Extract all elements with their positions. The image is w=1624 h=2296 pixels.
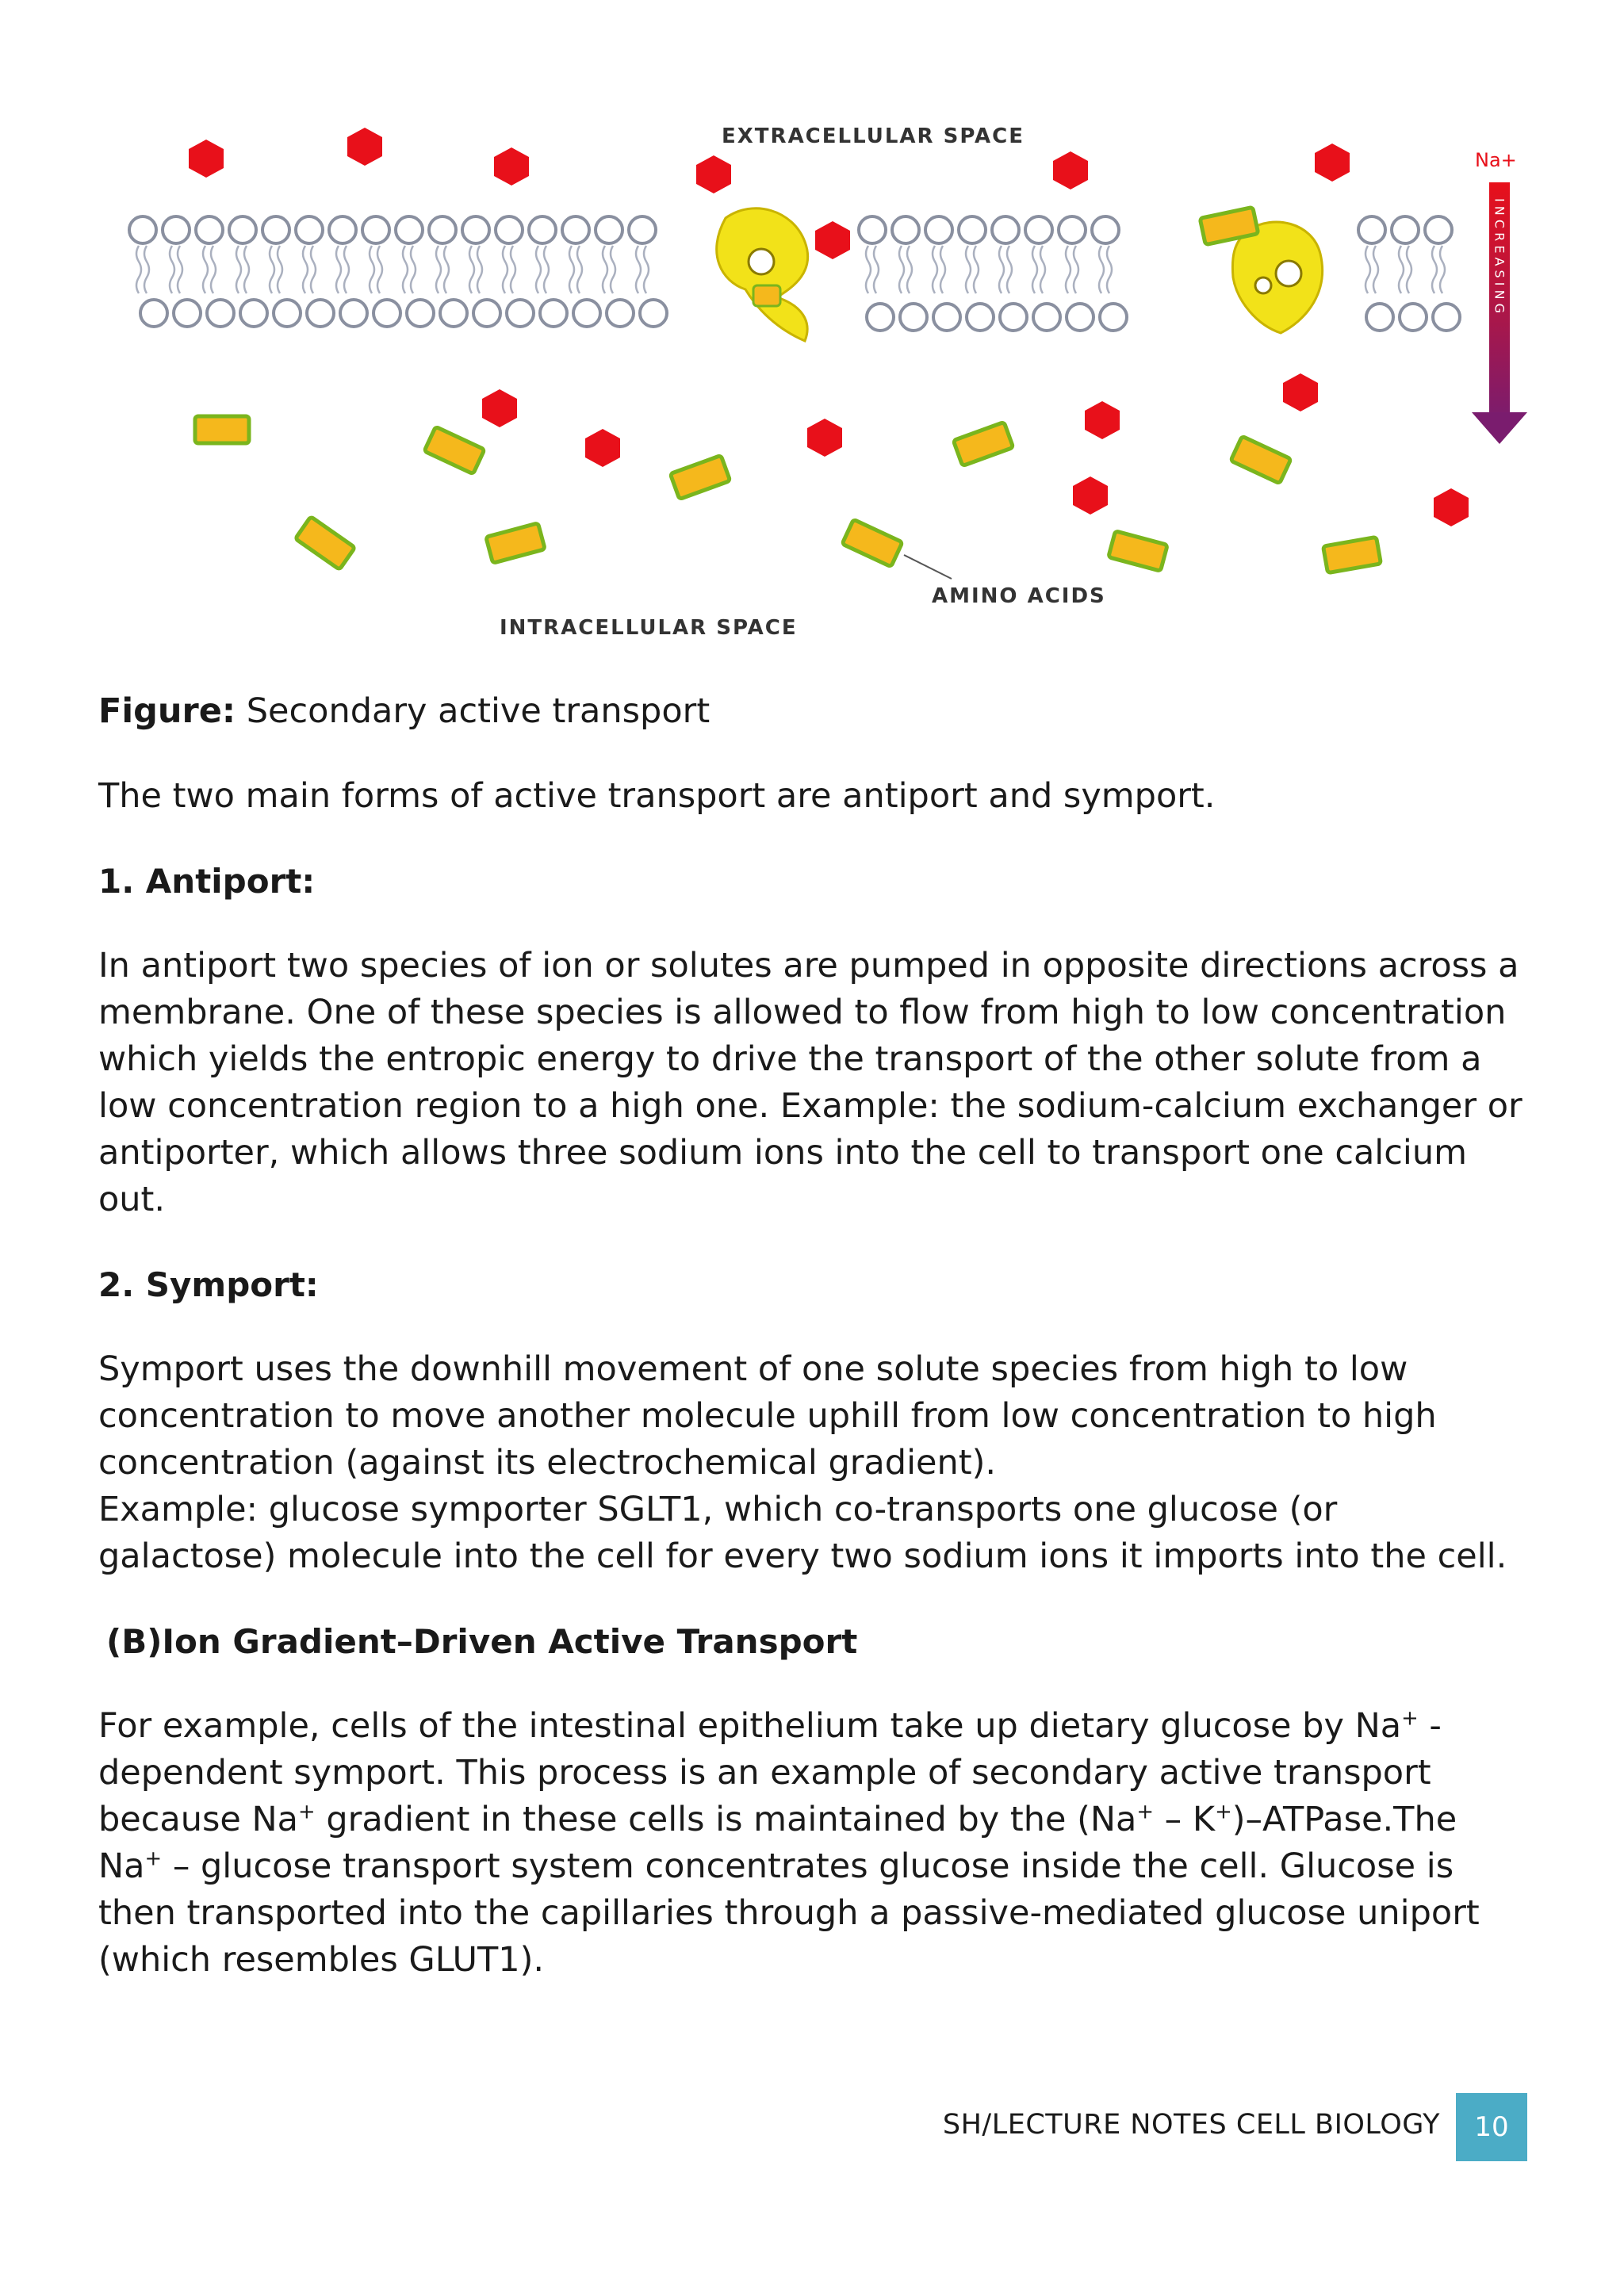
transport-figure	[111, 111, 1562, 658]
extracellular-label: EXTRACELLULAR SPACE	[722, 124, 1025, 148]
footer-title: SH/LECTURE NOTES CELL BIOLOGY	[942, 2109, 1440, 2141]
superscript-plus: +	[144, 1846, 163, 1871]
symport-text-1: Symport uses the downhill movement of one solute species from high to low concentration to move another molecule uphill from low concentration to high concentration (against its electrochemical gradient).	[98, 1349, 1437, 1483]
superscript-plus: +	[298, 1800, 316, 1824]
gradient-label: I N C R E A S I N G	[1492, 198, 1507, 314]
section-b-paragraph	[98, 1703, 1526, 1984]
superscript-plus: +	[1401, 1706, 1419, 1731]
amino-acids-label: AMINO ACIDS	[932, 584, 1106, 608]
superscript-plus: +	[1215, 1800, 1232, 1824]
sodium-ion-in-transporter	[815, 221, 850, 259]
symport-heading: 2. Symport:	[98, 1265, 319, 1304]
membrane-segment-left	[129, 216, 667, 327]
document-body	[98, 688, 1526, 2022]
section-b-text-6: – glucose transport system concentrates glucose inside the cell. Glucose is then transported into the capillaries through a passive-mediated glucose uniport (which resembles GLUT1).	[98, 1846, 1480, 1980]
intro-paragraph: The two main forms of active transport are antiport and symport.	[98, 776, 1216, 816]
amino-acid-pointer	[904, 555, 952, 579]
transporter-protein-left	[717, 209, 808, 341]
page-number-badge: 10	[1456, 2093, 1527, 2161]
symport-text-2: Example: glucose symporter SGLT1, which co-transports one glucose (or galactose) molecule into the cell for every two sodium ions it imports into the cell.	[98, 1490, 1507, 1576]
section-b-text-2: -dependent symport. This process is an example of secondary active transport because Na	[98, 1706, 1442, 1839]
antiport-heading: 1. Antiport:	[98, 862, 316, 901]
antiport-paragraph: In antiport two species of ion or solutes are pumped in opposite directions across a membrane. One of these species is allowed to flow from high to low concentration which yields the entropic energy to drive the transport of the other solute from a low concentration region to a high one. Example: the sodium-calcium exchanger or antiporter, which allows three sodium ions into the cell to transport one calcium out.	[98, 946, 1522, 1219]
membrane-segment-right	[1358, 216, 1460, 331]
membrane-segment-middle	[859, 216, 1127, 331]
figure-caption	[98, 688, 1526, 735]
symport-paragraph	[98, 1346, 1526, 1580]
section-b-heading: (B)Ion Gradient–Driven Active Transport	[106, 1622, 858, 1661]
caption-text: Secondary active transport	[236, 691, 710, 731]
na-gradient-arrow	[1472, 182, 1527, 444]
na-label: Na+	[1475, 149, 1517, 171]
section-b-text-5: )–ATPase.The Na	[98, 1800, 1457, 1886]
section-b-text-1: For example, cells of the intestinal epithelium take up dietary glucose by Na	[98, 1706, 1402, 1746]
transporter-protein-right	[1232, 222, 1322, 333]
superscript-plus: +	[1136, 1800, 1155, 1824]
caption-label: Figure:	[98, 691, 236, 731]
section-b-text-4: – K	[1154, 1800, 1216, 1839]
secondary-active-transport-diagram	[111, 111, 1562, 658]
section-b-text-3: gradient in these cells is maintained by the (Na	[315, 1800, 1137, 1839]
intracellular-label: INTRACELLULAR SPACE	[500, 616, 798, 640]
